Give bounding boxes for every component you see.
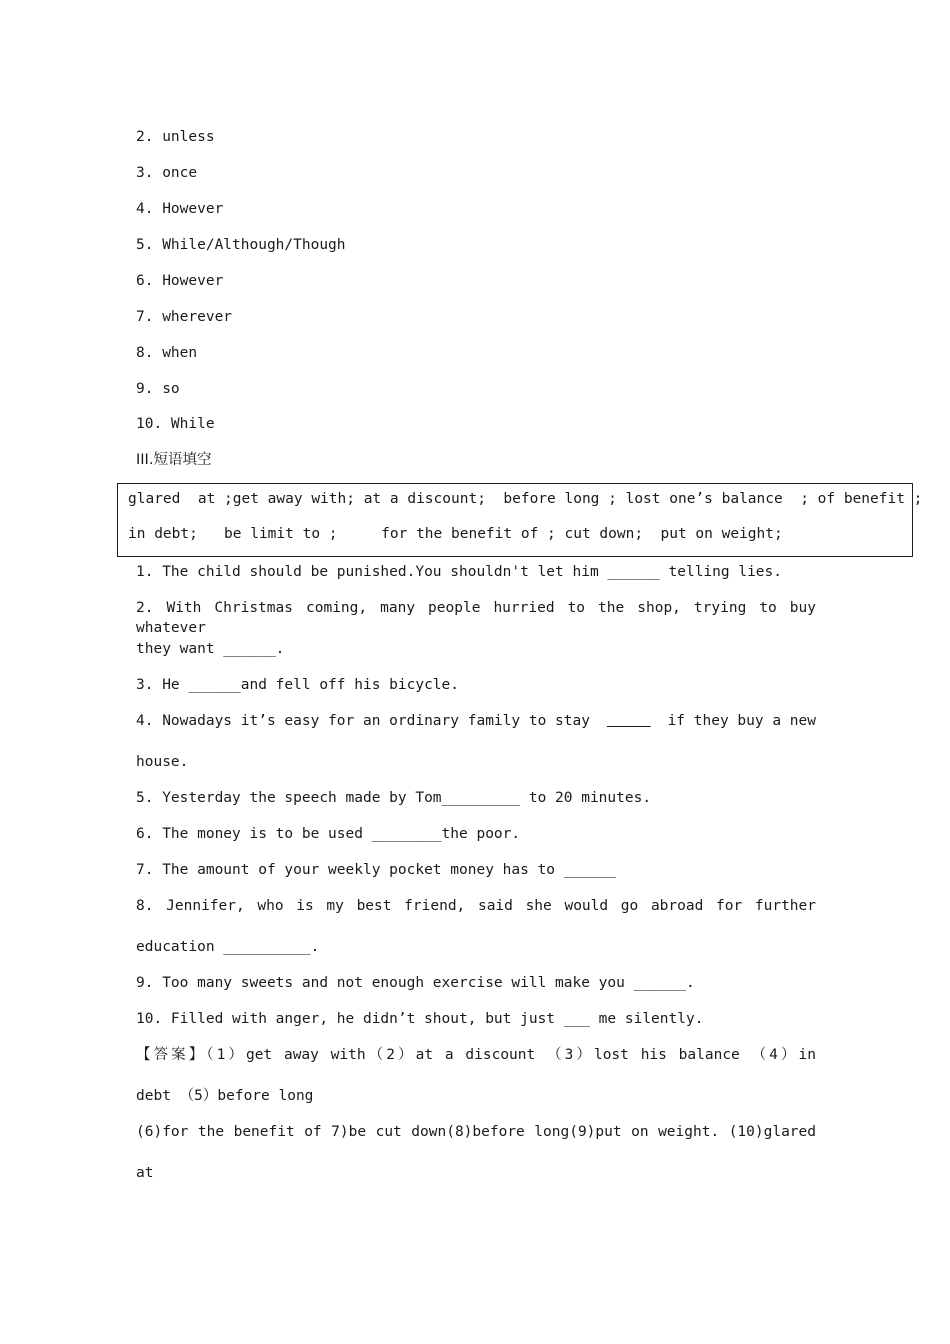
question-8: 8. Jennifer, who is my best friend, said she would go abroad for further bbox=[136, 898, 816, 914]
question-1: 1. The child should be punished.You shouldn't let him ______ telling lies. bbox=[136, 564, 783, 580]
answer-item: 2. unless bbox=[136, 129, 215, 145]
question-3: 3. He ______and fell off his bicycle. bbox=[136, 677, 460, 693]
answer-item: 3. once bbox=[136, 165, 198, 181]
answer-item: 4. However bbox=[136, 201, 224, 217]
phrase-line: in debt; be limit to ; for the benefit of ; cut down; put on weight; bbox=[128, 526, 783, 542]
question-8-cont: education __________. bbox=[136, 939, 320, 955]
answer-key-line4: at bbox=[136, 1165, 154, 1181]
section-title: III.短语填空 bbox=[136, 452, 212, 468]
answer-item: 10. While bbox=[136, 416, 215, 432]
question-10: 10. Filled with anger, he didn’t shout, but just ___ me silently. bbox=[136, 1011, 704, 1027]
answer-item: 5. While/Although/Though bbox=[136, 237, 346, 253]
question-2-cont: they want ______. bbox=[136, 641, 285, 657]
question-2: 2. With Christmas coming, many people hurried to the shop, trying to buy whatever bbox=[136, 600, 816, 636]
answer-key: 【答案】（1）get away with（2）at a discount （3）lost his balance （4）in bbox=[136, 1047, 816, 1063]
answer-key-line3: (6)for the benefit of 7)be cut down(8)before long(9)put on weight. (10)glared bbox=[136, 1124, 816, 1140]
question-9: 9. Too many sweets and not enough exercise will make you ______. bbox=[136, 975, 695, 991]
question-5: 5. Yesterday the speech made by Tom_________ to 20 minutes. bbox=[136, 790, 652, 806]
question-4 bbox=[136, 711, 816, 731]
question-7: 7. The amount of your weekly pocket money has to ______ bbox=[136, 862, 617, 878]
phrase-box bbox=[117, 483, 923, 557]
question-4-text-end: if they buy a new bbox=[667, 713, 816, 729]
answer-item: 8. when bbox=[136, 345, 198, 361]
question-4-blank bbox=[607, 711, 651, 731]
question-6: 6. The money is to be used ________the poor. bbox=[136, 826, 521, 842]
answer-item: 9. so bbox=[136, 381, 180, 397]
answer-key-cont: debt （5）before long bbox=[136, 1088, 314, 1104]
answer-item: 6. However bbox=[136, 273, 224, 289]
question-4-text: 4. Nowadays it’s easy for an ordinary family to stay bbox=[136, 713, 590, 729]
phrase-line: glared at ;get away with; at a discount; before long ; lost one’s balance ; of benefit ; bbox=[128, 491, 923, 507]
answer-item: 7. wherever bbox=[136, 309, 233, 325]
question-4-cont: house. bbox=[136, 754, 189, 770]
